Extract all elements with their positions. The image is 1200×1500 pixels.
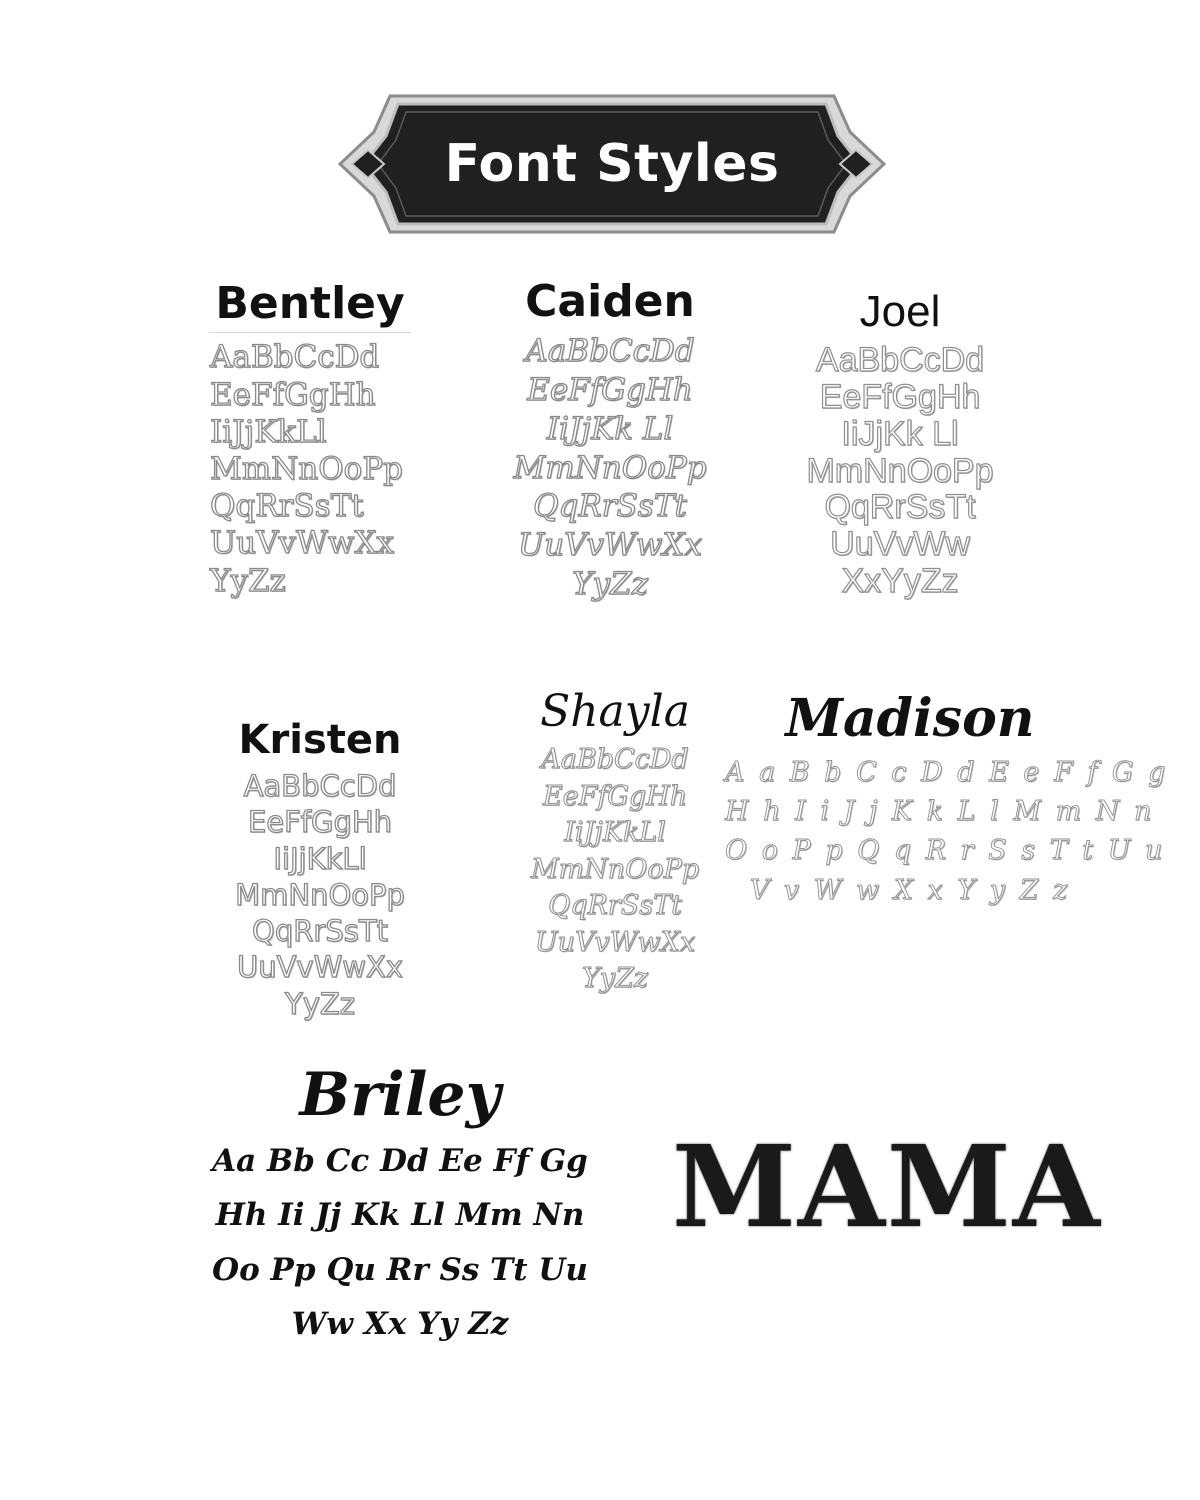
- alphabet-line: XxYyZz: [841, 561, 959, 600]
- alphabet-sample: [200, 768, 440, 1022]
- alphabet-line: IiJjKk Ll: [546, 410, 674, 447]
- alphabet-line: UuVvWwXx: [236, 950, 404, 985]
- alphabet-line: QqRrSsTt: [548, 890, 682, 922]
- alphabet-sample: [480, 332, 740, 603]
- alphabet-sample: [770, 342, 1030, 599]
- alphabet-sample: [205, 1134, 595, 1351]
- alphabet-line: AaBbCcDd: [210, 339, 380, 376]
- alphabet-line: YyZz: [285, 986, 355, 1021]
- alphabet-line: EeFfGgHh: [819, 378, 981, 417]
- font-sample-briley: [205, 1062, 595, 1351]
- alphabet-line: IiJjKkLl: [564, 817, 666, 849]
- alphabet-line: MmNnOoPp: [530, 853, 700, 885]
- font-sample-bentley: [190, 280, 430, 600]
- font-name: Bentley: [209, 280, 410, 333]
- alphabet-line: QqRrSsTt: [252, 914, 388, 948]
- alphabet-line: YyZz: [210, 562, 286, 599]
- alphabet-line: QqRrSsTt: [824, 488, 976, 527]
- font-name: Joel: [859, 287, 941, 336]
- mama-sample: MAMA: [672, 1122, 1102, 1253]
- alphabet-line: AaBbCcDd: [815, 341, 985, 380]
- font-name: Shayla: [540, 686, 690, 737]
- font-name: Caiden: [525, 276, 695, 327]
- alphabet-sample: [190, 339, 430, 599]
- alphabet-line: Ww Xx Yy Zz: [291, 1305, 509, 1342]
- alphabet-line: UuVvWw: [830, 524, 970, 563]
- alphabet-line: YyZz: [572, 565, 648, 602]
- alphabet-sample: [725, 753, 1169, 910]
- alphabet-line: MmNnOoPp: [513, 449, 707, 486]
- alphabet-sample: [495, 742, 735, 997]
- font-sample-caiden: [480, 278, 740, 604]
- alphabet-line: V v W w X x Y y Z z: [749, 874, 1071, 906]
- alphabet-line: H h I i J j K k L l M m N n: [725, 796, 1155, 828]
- alphabet-line: MmNnOoPp: [235, 877, 405, 912]
- alphabet-line: MmNnOoPp: [210, 450, 404, 487]
- alphabet-line: UuVvWwXx: [210, 525, 394, 562]
- font-name: Madison: [785, 688, 1035, 749]
- alphabet-line: IiJjKkLl: [210, 413, 327, 450]
- alphabet-line: EeFfGgHh: [247, 805, 393, 840]
- alphabet-line: EeFfGgHh: [210, 376, 376, 413]
- alphabet-line: Aa Bb Cc Dd Ee Ff Gg: [212, 1143, 588, 1179]
- alphabet-line: MmNnOoPp: [806, 451, 994, 490]
- font-name: Briley: [299, 1060, 501, 1130]
- alphabet-line: EeFfGgHh: [542, 780, 688, 812]
- alphabet-line: A a B b C c D d E e F f G g: [725, 757, 1169, 789]
- alphabet-line: IiJjKkLl: [273, 841, 367, 876]
- alphabet-line: QqRrSsTt: [533, 488, 687, 525]
- alphabet-line: IiJjKk Ll: [841, 414, 959, 453]
- font-sample-kristen: [200, 718, 440, 1022]
- font-name: Kristen: [238, 717, 402, 763]
- font-sample-joel: [770, 288, 1030, 599]
- alphabet-line: Oo Pp Qu Rr Ss Tt Uu: [212, 1251, 588, 1288]
- alphabet-line: AaBbCcDd: [541, 744, 689, 776]
- alphabet-line: QqRrSsTt: [210, 488, 364, 525]
- alphabet-line: AaBbCcDd: [243, 769, 397, 803]
- font-sample-madison: [725, 688, 1169, 910]
- alphabet-line: UuVvWwXx: [518, 527, 702, 564]
- font-sample-shayla: [495, 688, 735, 997]
- page-title: Font Styles: [444, 134, 780, 194]
- alphabet-line: O o P p Q q R r S s T t U u: [725, 835, 1166, 867]
- alphabet-line: AaBbCcDd: [525, 333, 695, 370]
- alphabet-line: UuVvWwXx: [534, 926, 696, 958]
- title-banner: [338, 94, 886, 234]
- alphabet-line: YyZz: [581, 963, 649, 995]
- alphabet-line: EeFfGgHh: [527, 372, 693, 409]
- alphabet-line: Hh Ii Jj Kk Ll Mm Nn: [215, 1197, 585, 1234]
